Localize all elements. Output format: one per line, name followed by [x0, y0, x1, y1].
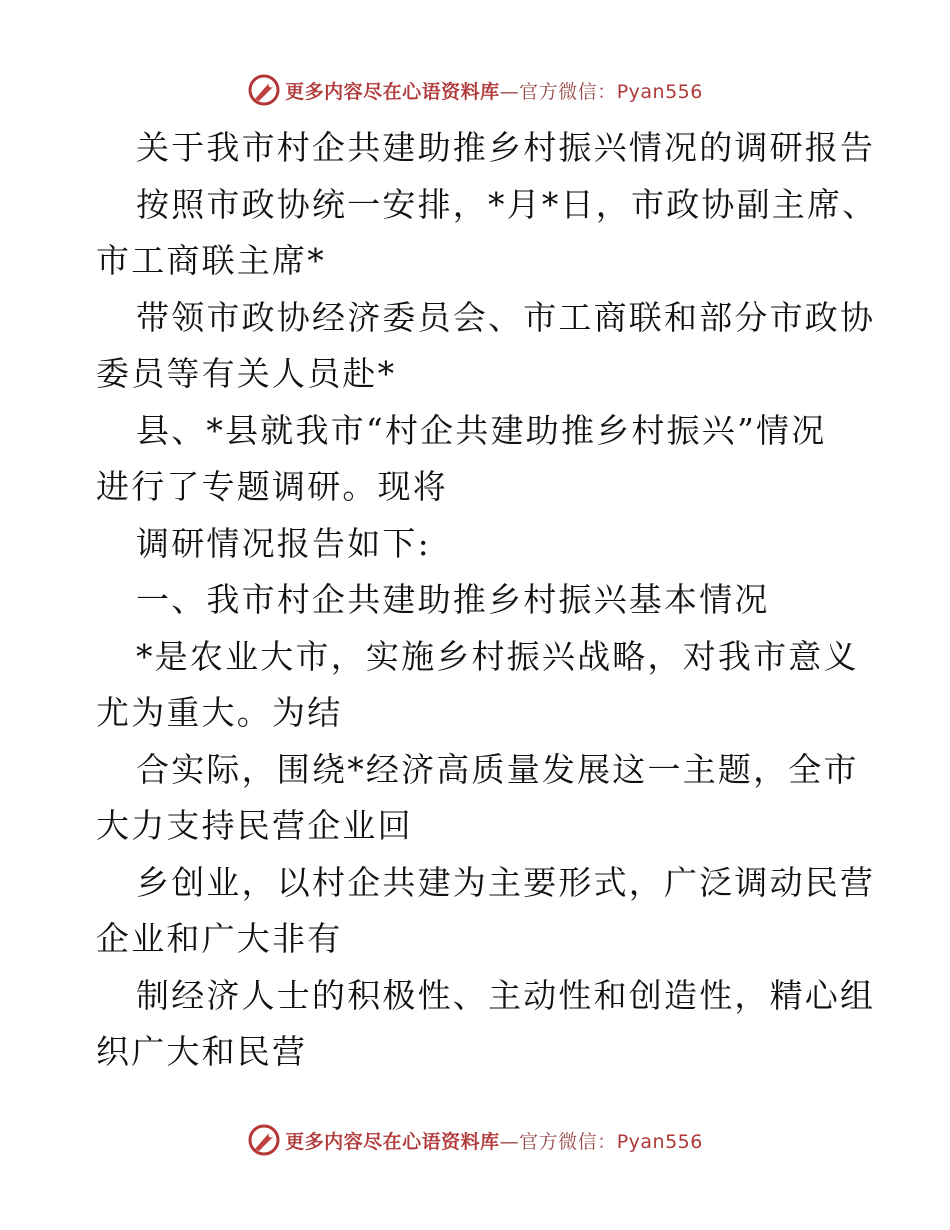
paragraph-line: *是农业大市，实施乡村振兴战略，对我市意义 [136, 636, 859, 676]
pen-nib-logo-icon [247, 1123, 281, 1157]
paragraph-line: 合实际，围绕*经济高质量发展这一主题，全市 [136, 749, 859, 789]
banner-label: 官方微信： [519, 1130, 617, 1153]
document-title: 关于我市村企共建助推乡村振兴情况的调研报告 [136, 128, 876, 167]
paragraph-line: 进行了专题调研。现将 [96, 467, 448, 506]
paragraph-line: 按照市政协统一安排，*月*日，市政协副主席、 [136, 184, 878, 224]
paragraph-line: 乡创业，以村企共建为主要形式，广泛调动民营 [136, 862, 876, 902]
banner-handle: Pyan556 [616, 80, 703, 103]
banner-text [285, 77, 703, 104]
header-banner [0, 70, 950, 110]
paragraph-line: 制经济人士的积极性、主动性和创造性，精心组 [136, 975, 876, 1015]
banner-separator: — [499, 1130, 520, 1153]
banner-label: 官方微信： [519, 80, 617, 103]
footer-banner [0, 1120, 950, 1160]
section-heading: 一、我市村企共建助推乡村振兴基本情况 [136, 580, 770, 619]
banner-brand: 更多内容尽在心语资料库 [285, 1130, 500, 1153]
pen-nib-logo-icon [247, 73, 281, 107]
paragraph-line: 带领市政协经济委员会、市工商联和部分市政协 [136, 297, 876, 337]
paragraph-line: 调研情况报告如下: [136, 523, 431, 563]
banner-text [285, 1127, 703, 1154]
paragraph-line: 尤为重大。为结 [96, 693, 343, 732]
paragraph-line: 市工商联主席* [96, 241, 326, 280]
banner-separator: — [499, 80, 520, 103]
paragraph-line: 县、*县就我市“村企共建助推乡村振兴”情况 [136, 410, 827, 450]
paragraph-line: 委员等有关人员赴* [96, 354, 397, 393]
paragraph-line: 大力支持民营企业回 [96, 806, 413, 845]
banner-brand: 更多内容尽在心语资料库 [285, 80, 500, 103]
banner-handle: Pyan556 [616, 1130, 703, 1153]
paragraph-line: 企业和广大非有 [96, 919, 343, 958]
document-body [96, 120, 876, 1081]
paragraph-line: 织广大和民营 [96, 1032, 308, 1071]
